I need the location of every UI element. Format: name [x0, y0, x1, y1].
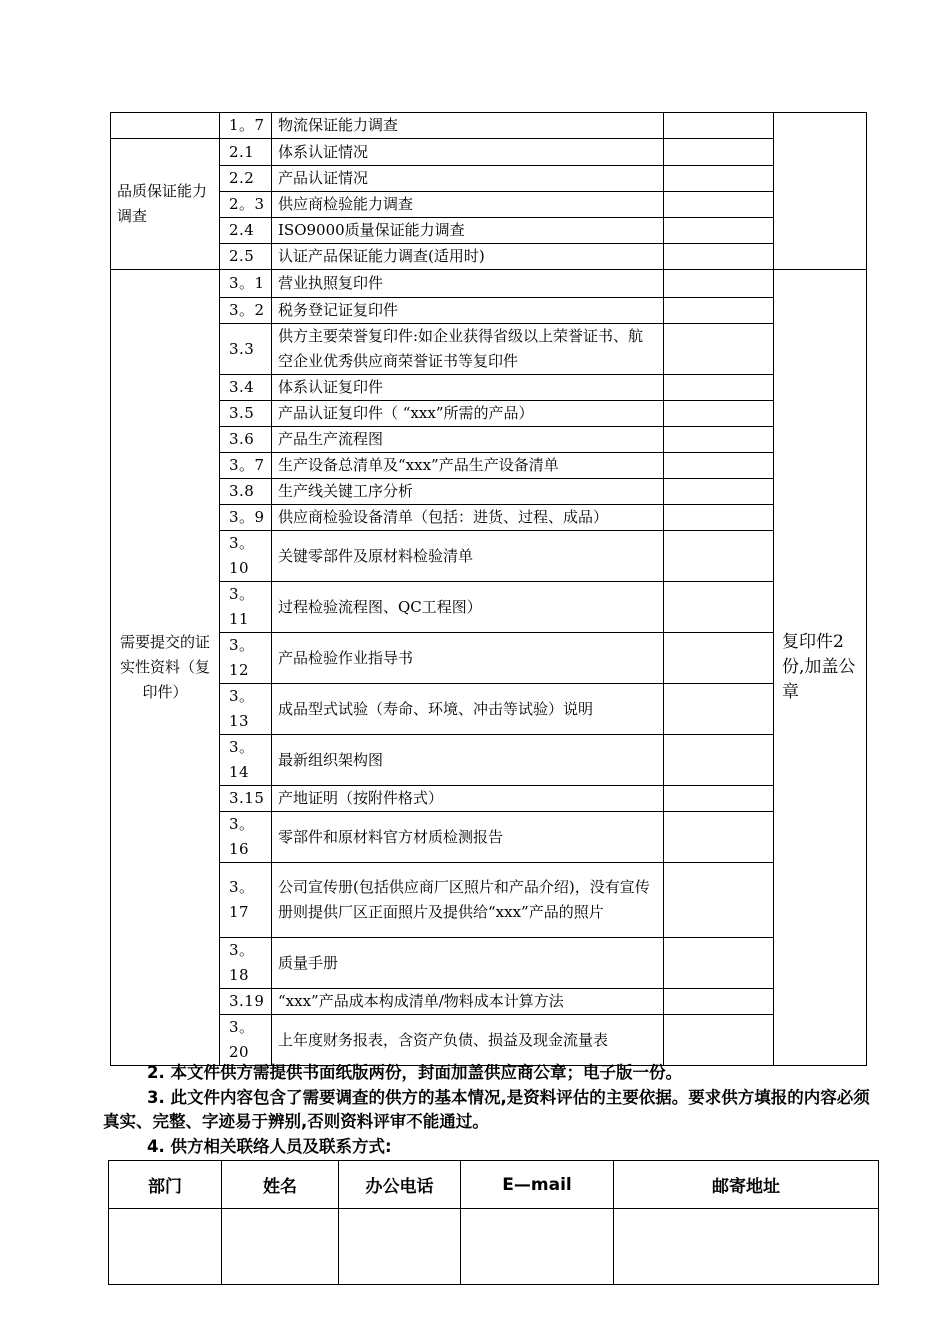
item-number: 3.6: [220, 427, 272, 453]
status-cell[interactable]: [664, 401, 774, 427]
table-row: [111, 633, 867, 684]
status-cell[interactable]: [664, 298, 774, 324]
status-cell[interactable]: [664, 270, 774, 298]
status-cell[interactable]: [664, 582, 774, 633]
status-cell[interactable]: [664, 453, 774, 479]
status-cell[interactable]: [664, 113, 774, 139]
remark-cell: [774, 113, 867, 270]
item-number: 2.1: [220, 139, 272, 166]
status-cell[interactable]: [664, 786, 774, 812]
status-cell[interactable]: [664, 812, 774, 863]
status-cell[interactable]: [664, 735, 774, 786]
status-cell[interactable]: [664, 505, 774, 531]
status-cell[interactable]: [664, 863, 774, 938]
note-2: 2. 本文件供方需提供书面纸版两份，封面加盖供应商公章；电子版一份。: [147, 1063, 682, 1082]
table-row: [111, 244, 867, 270]
contact-table: [108, 1160, 879, 1285]
item-description: 公司宣传册(包括供应商厂区照片和产品介绍)，没有宣传册则提供厂区正面照片及提供给“xxx”产品的照片: [272, 863, 664, 938]
item-number: 2。3: [220, 192, 272, 218]
table-row: [111, 324, 867, 375]
item-number: 2.4: [220, 218, 272, 244]
item-number: 3。7: [220, 453, 272, 479]
group-cell: [111, 113, 220, 139]
item-description: 关键零部件及原材料检验清单: [272, 531, 664, 582]
status-cell[interactable]: [664, 218, 774, 244]
item-number: 3。14: [220, 735, 272, 786]
item-number: 3。1: [220, 270, 272, 298]
office-phone-cell[interactable]: [339, 1209, 461, 1285]
status-cell[interactable]: [664, 427, 774, 453]
table-row: [111, 582, 867, 633]
status-cell[interactable]: [664, 938, 774, 989]
item-description: 过程检验流程图、QC工程图）: [272, 582, 664, 633]
contact-header-row: [109, 1161, 879, 1209]
table-row: [111, 113, 867, 139]
table-row: [111, 218, 867, 244]
item-description: 物流保证能力调查: [272, 113, 664, 139]
status-cell[interactable]: [664, 375, 774, 401]
status-cell[interactable]: [664, 684, 774, 735]
table-row: [111, 270, 867, 298]
item-number: 2.2: [220, 166, 272, 192]
email-cell[interactable]: [461, 1209, 614, 1285]
header-email: E—mail: [461, 1161, 614, 1209]
status-cell[interactable]: [664, 244, 774, 270]
item-description: 营业执照复印件: [272, 270, 664, 298]
status-cell[interactable]: [664, 324, 774, 375]
table-row: [111, 453, 867, 479]
item-number: 3。9: [220, 505, 272, 531]
item-description: 最新组织架构图: [272, 735, 664, 786]
item-description: 生产线关键工序分析: [272, 479, 664, 505]
table-row: [111, 531, 867, 582]
name-cell[interactable]: [222, 1209, 339, 1285]
item-number: 1。7: [220, 113, 272, 139]
item-number: 3。17: [220, 863, 272, 938]
status-cell[interactable]: [664, 633, 774, 684]
table-row: [111, 812, 867, 863]
remark-cell: 复印件2份,加盖公章: [774, 270, 867, 1066]
contact-entry-row: [109, 1209, 879, 1285]
table-row: [111, 938, 867, 989]
item-number: 2.5: [220, 244, 272, 270]
item-description: 供方主要荣誉复印件:如企业获得省级以上荣誉证书、航空企业优秀供应商荣誉证书等复印件: [272, 324, 664, 375]
table-row: [111, 863, 867, 938]
item-description: “xxx”产品成本构成清单/物料成本计算方法: [272, 989, 664, 1015]
note-4: 4. 供方相关联络人员及联系方式:: [147, 1137, 392, 1156]
table-row: [111, 684, 867, 735]
item-number: 3。10: [220, 531, 272, 582]
item-number: 3.19: [220, 989, 272, 1015]
item-description: 产品认证情况: [272, 166, 664, 192]
table-row: [111, 192, 867, 218]
item-description: 供应商检验设备清单（包括：进货、过程、成品）: [272, 505, 664, 531]
item-number: 3.8: [220, 479, 272, 505]
item-number: 3。12: [220, 633, 272, 684]
item-description: 上年度财务报表，含资产负债、损益及现金流量表: [272, 1015, 664, 1066]
table-row: [111, 139, 867, 166]
status-cell[interactable]: [664, 166, 774, 192]
item-description: 体系认证情况: [272, 139, 664, 166]
item-number: 3。11: [220, 582, 272, 633]
header-office-phone: 办公电话: [339, 1161, 461, 1209]
item-number: 3.15: [220, 786, 272, 812]
item-description: 零部件和原材料官方材质检测报告: [272, 812, 664, 863]
item-description: 成品型式试验（寿命、环境、冲击等试验）说明: [272, 684, 664, 735]
item-number: 3。2: [220, 298, 272, 324]
table-row: [111, 989, 867, 1015]
item-number: 3.3: [220, 324, 272, 375]
table-row: [111, 786, 867, 812]
group-cell: 品质保证能力调查: [111, 139, 220, 270]
status-cell[interactable]: [664, 989, 774, 1015]
table-row: [111, 401, 867, 427]
item-description: 产品检验作业指导书: [272, 633, 664, 684]
table-row: [111, 735, 867, 786]
header-department: 部门: [109, 1161, 222, 1209]
table-row: [111, 298, 867, 324]
table-row: [111, 479, 867, 505]
status-cell[interactable]: [664, 192, 774, 218]
item-number: 3。20: [220, 1015, 272, 1066]
department-cell[interactable]: [109, 1209, 222, 1285]
survey-table: [110, 112, 867, 1066]
table-row: [111, 427, 867, 453]
group-cell: 需要提交的证实性资料（复印件）: [111, 270, 220, 1066]
note-3-text: 3. 此文件内容包含了需要调查的供方的基本情况,是资料评估的主要依据。要求供方填报的内容必须真实、完整、字迹易于辨别,否则资料评审不能通过。: [103, 1088, 870, 1131]
table-row: [111, 166, 867, 192]
status-cell[interactable]: [664, 531, 774, 582]
item-number: 3.5: [220, 401, 272, 427]
note-3: [103, 1086, 873, 1134]
header-name: 姓名: [222, 1161, 339, 1209]
item-description: 供应商检验能力调查: [272, 192, 664, 218]
item-description: 体系认证复印件: [272, 375, 664, 401]
status-cell[interactable]: [664, 479, 774, 505]
item-description: 质量手册: [272, 938, 664, 989]
table-row: [111, 1015, 867, 1066]
item-description: ISO9000质量保证能力调查: [272, 218, 664, 244]
item-number: 3。18: [220, 938, 272, 989]
item-description: 产品认证复印件（ “xxx”所需的产品）: [272, 401, 664, 427]
status-cell[interactable]: [664, 139, 774, 166]
mailing-address-cell[interactable]: [614, 1209, 879, 1285]
item-number: 3。16: [220, 812, 272, 863]
table-row: [111, 505, 867, 531]
item-description: 产地证明（按附件格式）: [272, 786, 664, 812]
header-mailing-address: 邮寄地址: [614, 1161, 879, 1209]
status-cell[interactable]: [664, 1015, 774, 1066]
item-description: 认证产品保证能力调查(适用时): [272, 244, 664, 270]
item-description: 产品生产流程图: [272, 427, 664, 453]
table-row: [111, 375, 867, 401]
item-description: 税务登记证复印件: [272, 298, 664, 324]
item-description: 生产设备总清单及“xxx”产品生产设备清单: [272, 453, 664, 479]
item-number: 3.4: [220, 375, 272, 401]
item-number: 3。13: [220, 684, 272, 735]
